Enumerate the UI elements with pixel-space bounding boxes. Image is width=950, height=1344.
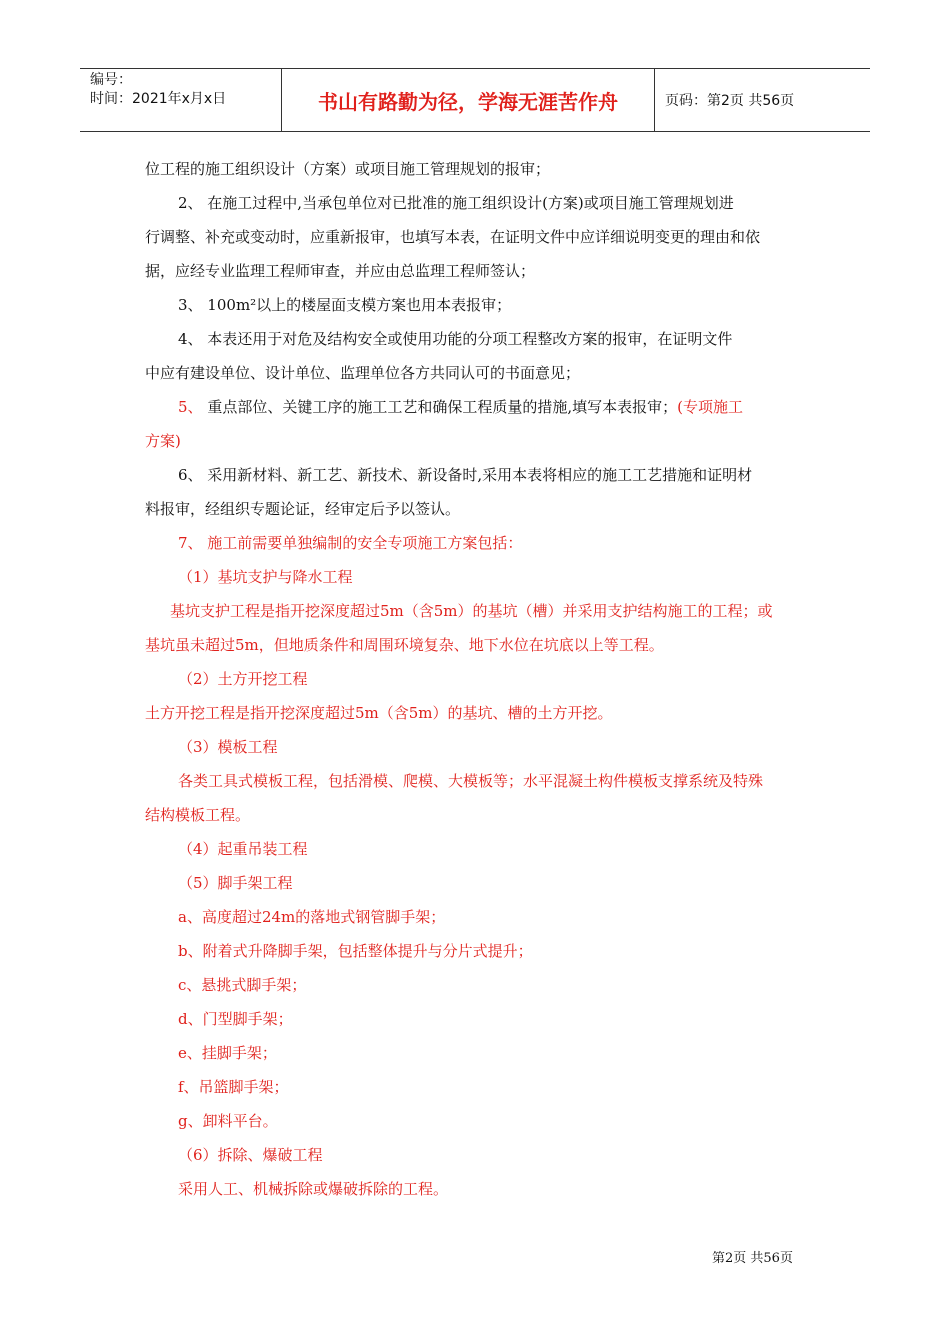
text-line: b、附着式升降脚手架，包括整体提升与分片式提升； — [178, 942, 533, 960]
text-line: 中应有建设单位、设计单位、监理单位各方共同认可的书面意见； — [145, 364, 581, 382]
text-line: 4、 本表还用于对危及结构安全或使用功能的分项工程整改方案的报审，在证明文件 — [178, 330, 733, 348]
text-line-body: 重点部位、关键工序的施工工艺和确保工程质量的措施,填写本表报审； — [202, 398, 678, 416]
text-line: （3）模板工程 — [178, 738, 278, 756]
text-line: 行调整、补充或变动时，应重新报审，也填写本表，在证明文件中应详细说明变更的理由和依 — [145, 228, 761, 246]
text-line: （2）土方开挖工程 — [178, 670, 308, 688]
header-motto: 书山有路勤为径，学海无涯苦作舟 — [282, 69, 655, 131]
text-line: 基坑支护工程是指开挖深度超过5m（含5m）的基坑（槽）并采用支护结构施工的工程；或 — [170, 602, 773, 620]
text-line: （5）脚手架工程 — [178, 874, 293, 892]
text-line: 2、 在施工过程中,当承包单位对已批准的施工组织设计(方案)或项目施工管理规划进 — [178, 194, 734, 212]
text-line: （1）基坑支护与降水工程 — [178, 568, 353, 586]
text-line: 结构模板工程。 — [145, 806, 251, 824]
text-line: （6）拆除、爆破工程 — [178, 1146, 323, 1164]
text-line — [145, 390, 810, 424]
text-line: 据，应经专业监理工程师审查，并应由总监理工程师签认； — [145, 262, 536, 280]
text-line: 各类工具式模板工程，包括滑模、爬模、大模板等；水平混凝土构件模板支撑系统及特殊 — [178, 772, 764, 790]
page-footer: 第2页 共56页 — [712, 1251, 793, 1266]
text-line: 土方开挖工程是指开挖深度超过5m（含5m）的基坑、槽的土方开挖。 — [145, 704, 613, 722]
text-line: d、门型脚手架； — [178, 1010, 293, 1028]
text-line: 6、 采用新材料、新工艺、新技术、新设备时,采用本表将相应的施工工艺措施和证明材 — [178, 466, 753, 484]
code-label: 编号： — [90, 72, 132, 88]
text-line: g、卸料平台。 — [178, 1112, 278, 1130]
text-line: （4）起重吊装工程 — [178, 840, 308, 858]
text-line: 7、 施工前需要单独编制的安全专项施工方案包括： — [178, 534, 523, 552]
header-meta — [80, 69, 282, 131]
text-line: 料报审，经组织专题论证，经审定后予以签认。 — [145, 500, 461, 518]
text-line-red-part: (专项施工 — [677, 398, 743, 416]
document-body — [145, 152, 810, 1206]
page-header — [80, 68, 870, 132]
text-line: f、吊篮脚手架； — [178, 1078, 289, 1096]
text-line: a、高度超过24m的落地式钢管脚手架； — [178, 908, 446, 926]
text-line: 方案) — [145, 432, 181, 450]
text-line: 基坑虽未超过5m，但地质条件和周围环境复杂、地下水位在坑底以上等工程。 — [145, 636, 664, 654]
text-line: 位工程的施工组织设计（方案）或项目施工管理规划的报审； — [145, 160, 551, 178]
time-label: 时间：2021年x月x日 — [90, 91, 227, 107]
header-page-label: 页码：第2页 共56页 — [665, 93, 795, 109]
text-line: 采用人工、机械拆除或爆破拆除的工程。 — [178, 1180, 449, 1198]
text-line: c、悬挑式脚手架； — [178, 976, 307, 994]
text-line: e、挂脚手架； — [178, 1044, 277, 1062]
text-line-black-part — [178, 398, 677, 416]
text-line-number: 5、 — [178, 398, 203, 416]
text-line: 3、 100m²以上的楼屋面支模方案也用本表报审； — [178, 296, 512, 314]
